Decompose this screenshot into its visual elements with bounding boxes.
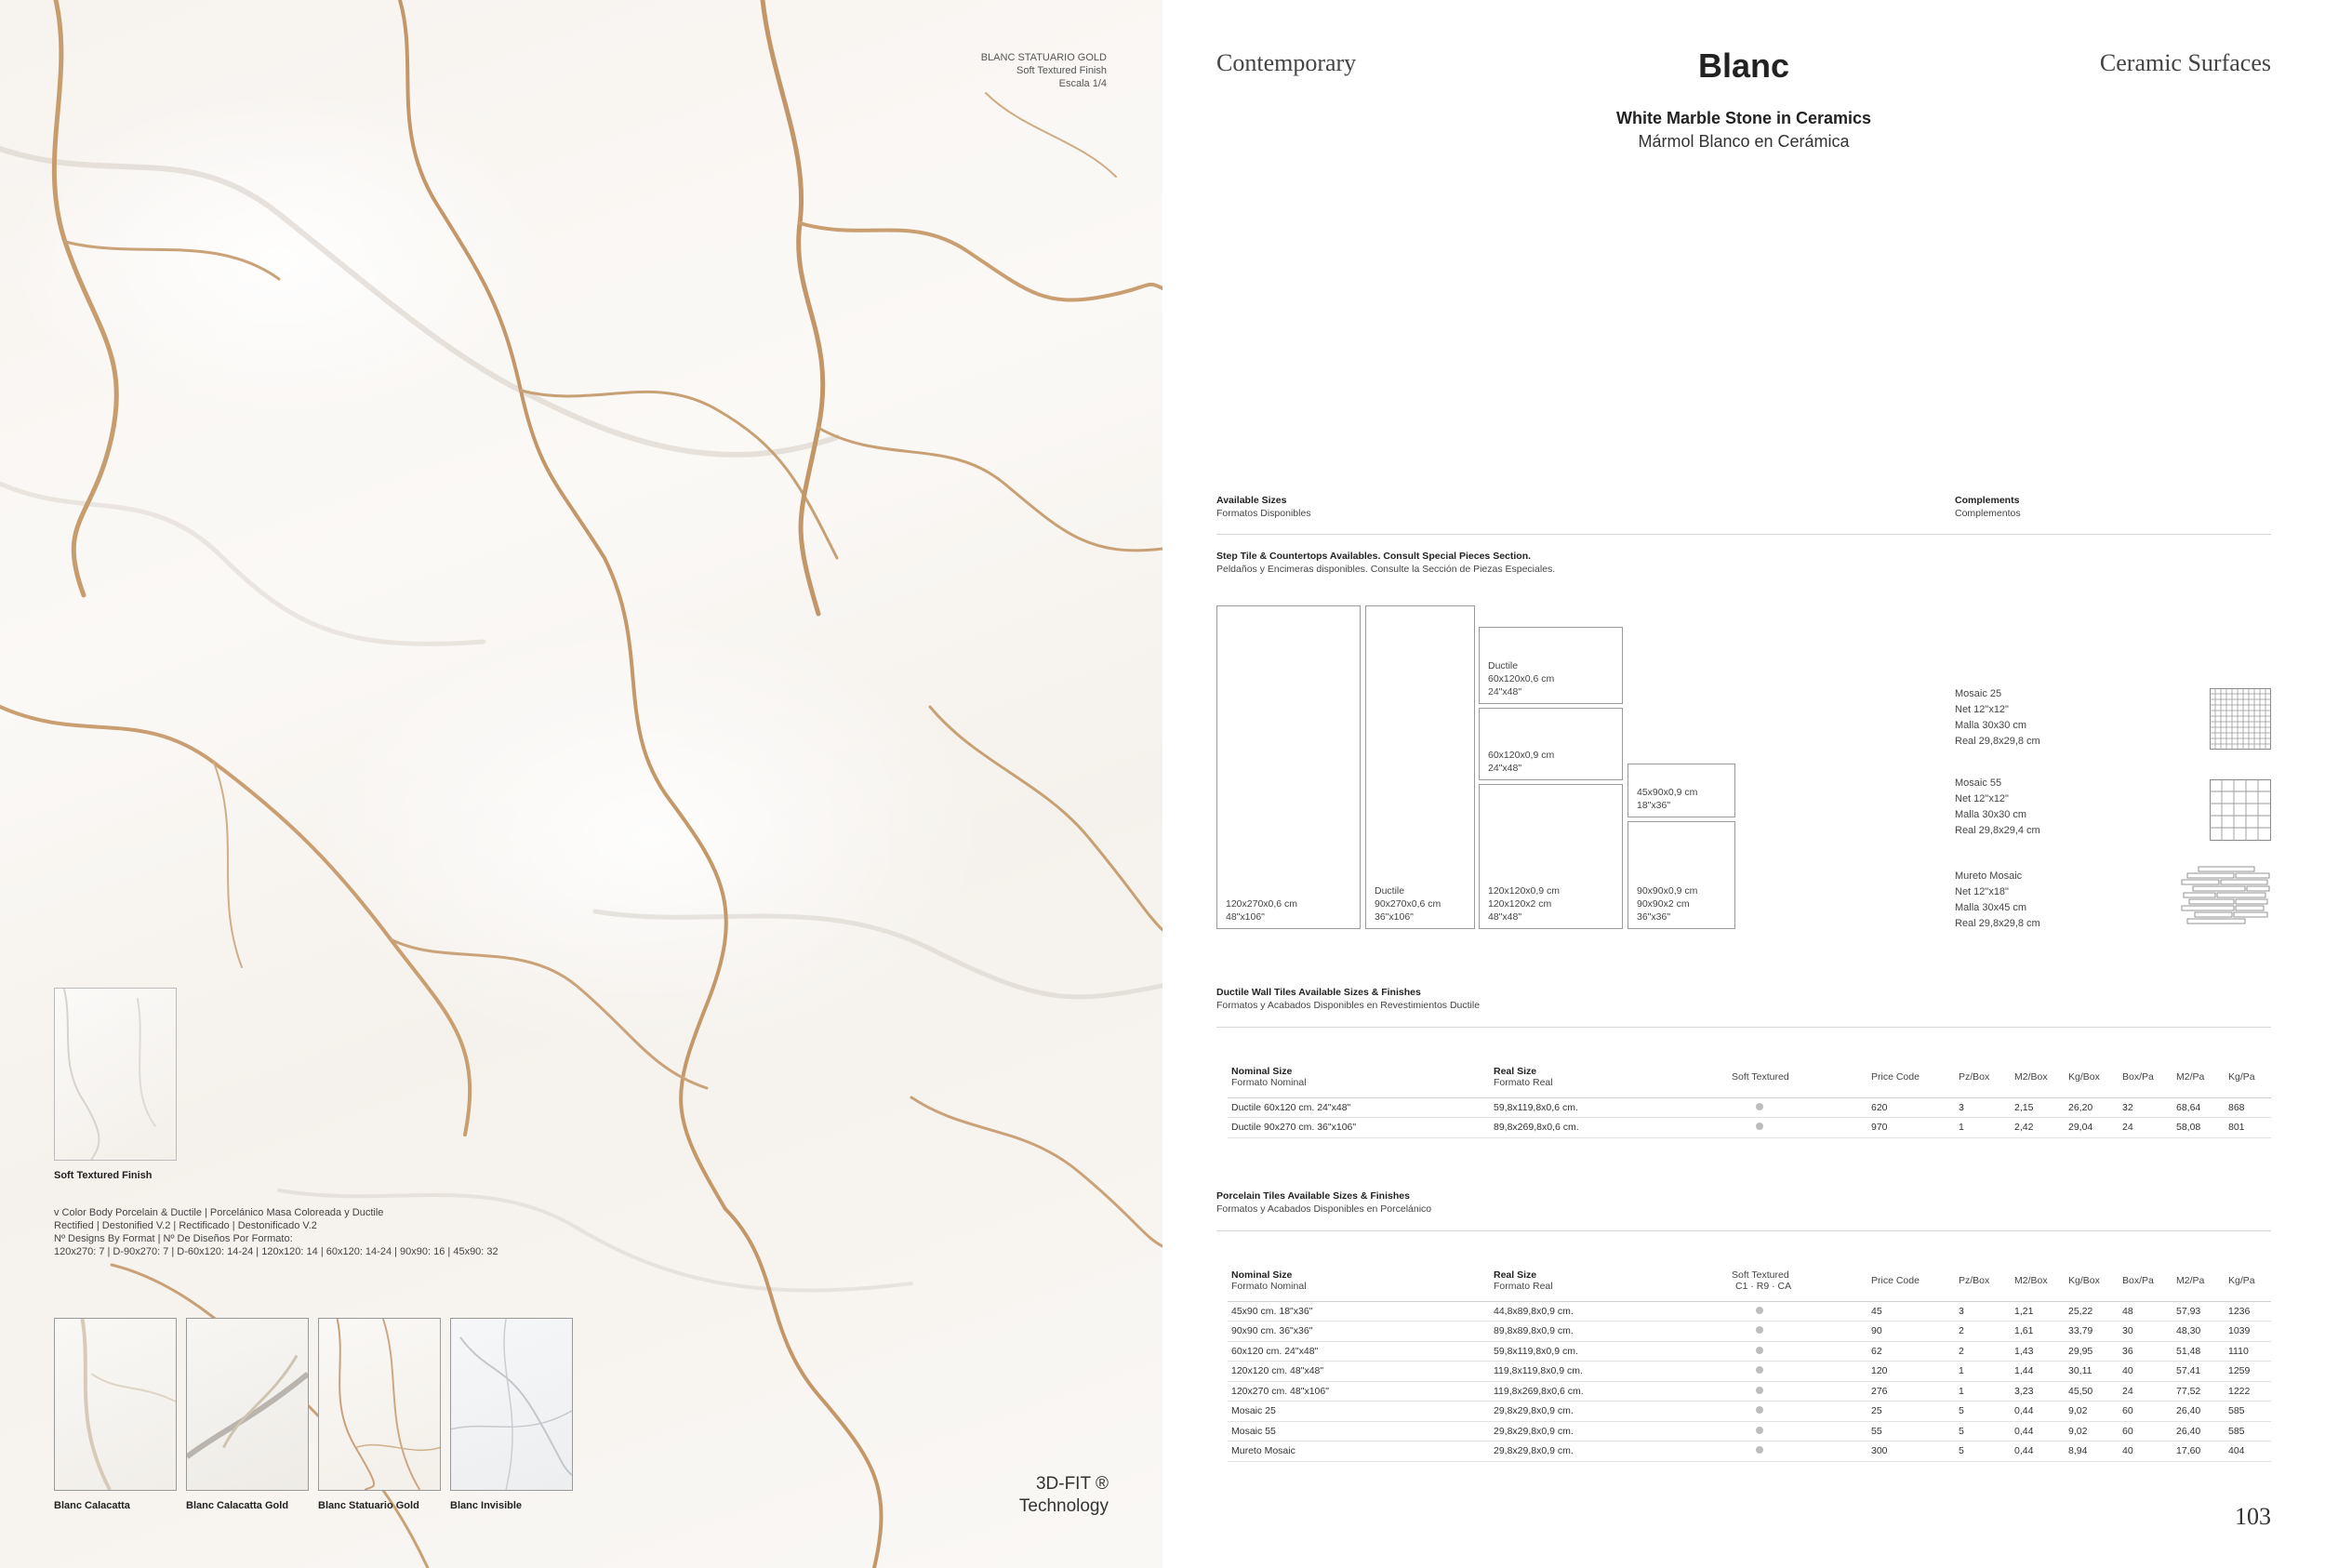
table-row bbox=[1228, 1421, 2271, 1442]
col-box-pa: Box/Pa bbox=[2119, 1056, 2172, 1097]
table-cell: 801 bbox=[2225, 1118, 2271, 1138]
table-cell: 77,52 bbox=[2172, 1381, 2225, 1402]
table-cell: 51,48 bbox=[2172, 1341, 2225, 1362]
table-cell: 1,61 bbox=[2011, 1322, 2065, 1342]
complements-title: Complements bbox=[1955, 495, 2020, 506]
table-cell: 300 bbox=[1867, 1442, 1955, 1462]
table-row bbox=[1228, 1097, 2271, 1118]
table-cell: 29,95 bbox=[2065, 1341, 2119, 1362]
col-pz-box: Pz/Box bbox=[1955, 1056, 2011, 1097]
format-tile-90x90 bbox=[1628, 821, 1735, 929]
table-cell: 1,21 bbox=[2011, 1301, 2065, 1322]
plate-caption-finish: Soft Textured Finish bbox=[1016, 65, 1107, 76]
available-dot-icon bbox=[1756, 1123, 1763, 1130]
finish-availability-cell bbox=[1728, 1421, 1867, 1442]
format-tile-label: 120x120x0,9 cm 120x120x2 cm 48"x48" bbox=[1488, 885, 1561, 923]
table-cell: 89,8x89,8x0,9 cm. bbox=[1490, 1322, 1728, 1342]
table-cell: 68,64 bbox=[2172, 1097, 2225, 1118]
table-cell: 26,20 bbox=[2065, 1097, 2119, 1118]
table-cell: 55 bbox=[1867, 1421, 1955, 1442]
table-cell: 57,93 bbox=[2172, 1301, 2225, 1322]
plate-caption-scale: Escala 1/4 bbox=[1058, 78, 1107, 89]
page-title: Blanc bbox=[1697, 47, 1790, 85]
table-cell: 5 bbox=[1955, 1442, 2011, 1462]
table-cell: 32 bbox=[2119, 1097, 2172, 1118]
table-cell: 1,43 bbox=[2011, 1341, 2065, 1362]
table-cell: 120x120 cm. 48"x48" bbox=[1228, 1362, 1490, 1382]
table-cell: 24 bbox=[2119, 1381, 2172, 1402]
finish-availability-cell bbox=[1728, 1301, 1867, 1322]
subtitle-english: White Marble Stone in Ceramics bbox=[1615, 109, 1872, 127]
col-kg-box: Kg/Box bbox=[2065, 1260, 2119, 1301]
table-cell: 58,08 bbox=[2172, 1118, 2225, 1138]
table-cell: 44,8x89,8x0,9 cm. bbox=[1490, 1301, 1728, 1322]
format-tile-45x90 bbox=[1628, 764, 1735, 817]
table-cell: Mosaic 55 bbox=[1228, 1421, 1490, 1442]
table-cell: 1,44 bbox=[2011, 1362, 2065, 1382]
variant-thumbnail bbox=[54, 1318, 177, 1491]
col-finish: Soft Textured bbox=[1728, 1056, 1867, 1097]
product-line: Ceramic Surfaces bbox=[2099, 49, 2271, 76]
table-cell: 9,02 bbox=[2065, 1421, 2119, 1442]
table-cell: 29,8x29,8x0,9 cm. bbox=[1490, 1442, 1728, 1462]
specification-page bbox=[1162, 0, 2325, 1568]
complement-line: Malla 30x30 cm bbox=[1955, 720, 2027, 731]
table-cell: 26,40 bbox=[2172, 1402, 2225, 1422]
variant-card[interactable] bbox=[186, 1318, 309, 1511]
complement-line: Mureto Mosaic bbox=[1955, 870, 2023, 882]
col-price-code: Price Code bbox=[1867, 1056, 1955, 1097]
table-cell: 1236 bbox=[2225, 1301, 2271, 1322]
table-header-row bbox=[1228, 1056, 2271, 1097]
table-cell: 30 bbox=[2119, 1322, 2172, 1342]
table-cell: 29,04 bbox=[2065, 1118, 2119, 1138]
table-cell: 59,8x119,8x0,9 cm. bbox=[1490, 1341, 1728, 1362]
table-cell: 119,8x269,8x0,6 cm. bbox=[1490, 1381, 1728, 1402]
table-cell: 404 bbox=[2225, 1442, 2271, 1462]
table-cell: 2,42 bbox=[2011, 1118, 2065, 1138]
format-tile-label: 60x120x0,9 cm 24"x48" bbox=[1488, 750, 1555, 774]
finish-availability-cell bbox=[1728, 1381, 1867, 1402]
table-cell: 29,8x29,8x0,9 cm. bbox=[1490, 1402, 1728, 1422]
table-cell: 3 bbox=[1955, 1301, 2011, 1322]
finish-availability-cell bbox=[1728, 1362, 1867, 1382]
table-cell: Mosaic 25 bbox=[1228, 1402, 1490, 1422]
available-dot-icon bbox=[1756, 1446, 1763, 1454]
complements-subtitle: Complementos bbox=[1955, 508, 2021, 519]
variant-gallery bbox=[54, 1318, 573, 1511]
table-row bbox=[1228, 1301, 2271, 1322]
table-cell: 30,11 bbox=[2065, 1362, 2119, 1382]
col-m2-box: M2/Box bbox=[2011, 1260, 2065, 1301]
complement-line: Real 29,8x29,4 cm bbox=[1955, 825, 2040, 836]
format-tile-ductile-60x120 bbox=[1479, 627, 1623, 704]
finish-availability-cell bbox=[1728, 1322, 1867, 1342]
available-dot-icon bbox=[1756, 1307, 1763, 1314]
finish-title: Soft Textured Finish bbox=[54, 1170, 153, 1181]
porcelain-section-title: Porcelain Tiles Available Sizes & Finishes bbox=[1216, 1190, 1410, 1202]
ductile-section-title: Ductile Wall Tiles Available Sizes & Finishes bbox=[1216, 987, 1421, 998]
divider bbox=[1216, 1027, 2271, 1028]
available-dot-icon bbox=[1756, 1103, 1763, 1110]
complements-heading bbox=[1955, 494, 2021, 520]
table-cell: 9,02 bbox=[2065, 1402, 2119, 1422]
technology-badge-name: 3D-FIT ® bbox=[1035, 1474, 1109, 1494]
available-dot-icon bbox=[1756, 1387, 1763, 1394]
format-tile-label: Ductile 60x120x0,6 cm 24"x48" bbox=[1488, 660, 1555, 698]
table-cell: 1039 bbox=[2225, 1322, 2271, 1342]
table-cell: 5 bbox=[1955, 1402, 2011, 1422]
table-cell: Ductile 90x270 cm. 36"x106" bbox=[1228, 1118, 1490, 1138]
table-cell: 2 bbox=[1955, 1322, 2011, 1342]
table-cell: 2 bbox=[1955, 1341, 2011, 1362]
complement-line: Net 12"x18" bbox=[1955, 886, 2009, 897]
table-cell: 48,30 bbox=[2172, 1322, 2225, 1342]
col-kg-pa: Kg/Pa bbox=[2225, 1260, 2271, 1301]
col-m2-box: M2/Box bbox=[2011, 1056, 2065, 1097]
col-m2-pa: M2/Pa bbox=[2172, 1056, 2225, 1097]
format-tile-label: 45x90x0,9 cm 18"x36" bbox=[1637, 787, 1698, 811]
table-cell: 24 bbox=[2119, 1118, 2172, 1138]
table-cell: 48 bbox=[2119, 1301, 2172, 1322]
table-cell: 45x90 cm. 18"x36" bbox=[1228, 1301, 1490, 1322]
table-cell: 90 bbox=[1867, 1322, 1955, 1342]
table-cell: 40 bbox=[2119, 1442, 2172, 1462]
finish-swatch bbox=[54, 988, 177, 1161]
format-tile-120x120 bbox=[1479, 784, 1623, 929]
table-cell: 57,41 bbox=[2172, 1362, 2225, 1382]
variant-card[interactable] bbox=[450, 1318, 573, 1511]
table-cell: 119,8x119,8x0,9 cm. bbox=[1490, 1362, 1728, 1382]
ductile-section-heading bbox=[1216, 986, 1480, 1012]
variant-card[interactable] bbox=[54, 1318, 177, 1511]
table-cell: 5 bbox=[1955, 1421, 2011, 1442]
table-row bbox=[1228, 1322, 2271, 1342]
table-cell: Mureto Mosaic bbox=[1228, 1442, 1490, 1462]
table-cell: 585 bbox=[2225, 1421, 2271, 1442]
step-tile-note bbox=[1216, 550, 1555, 576]
tech-note: Rectified | Destonified V.2 | Rectificado | Destonificado V.2 bbox=[54, 1220, 317, 1231]
finish-availability-cell bbox=[1728, 1341, 1867, 1362]
table-cell: 1110 bbox=[2225, 1341, 2271, 1362]
table-cell: 3 bbox=[1955, 1097, 2011, 1118]
table-row bbox=[1228, 1442, 2271, 1462]
col-m2-pa: M2/Pa bbox=[2172, 1260, 2225, 1301]
table-cell: 29,8x29,8x0,9 cm. bbox=[1490, 1421, 1728, 1442]
porcelain-section-subtitle: Formatos y Acabados Disponibles en Porcelánico bbox=[1216, 1203, 1432, 1215]
available-dot-icon bbox=[1756, 1326, 1763, 1334]
step-tile-subtitle: Peldaños y Encimeras disponibles. Consulte la Sección de Piezas Especiales. bbox=[1216, 564, 1556, 575]
available-sizes-subtitle: Formatos Disponibles bbox=[1216, 508, 1311, 519]
table-cell: 40 bbox=[2119, 1362, 2172, 1382]
available-dot-icon bbox=[1756, 1366, 1763, 1374]
table-cell: 120x270 cm. 48"x106" bbox=[1228, 1381, 1490, 1402]
complement-line: Mosaic 55 bbox=[1955, 777, 2002, 789]
table-cell: 33,79 bbox=[2065, 1322, 2119, 1342]
table-cell: 120 bbox=[1867, 1362, 1955, 1382]
porcelain-section-heading bbox=[1216, 1189, 1431, 1216]
format-tile-ductile-90x270 bbox=[1365, 605, 1475, 929]
format-tile-120x270 bbox=[1216, 605, 1361, 929]
table-cell: 3,23 bbox=[2011, 1381, 2065, 1402]
complement-line: Mosaic 25 bbox=[1955, 688, 2002, 699]
table-cell: 0,44 bbox=[2011, 1402, 2065, 1422]
complement-mosaic-25 bbox=[1955, 686, 2040, 750]
table-cell: 17,60 bbox=[2172, 1442, 2225, 1462]
table-cell: 1 bbox=[1955, 1118, 2011, 1138]
col-price-code: Price Code bbox=[1867, 1260, 1955, 1301]
subtitle-spanish: Mármol Blanco en Cerámica bbox=[1638, 132, 1850, 151]
table-cell: 8,94 bbox=[2065, 1442, 2119, 1462]
table-cell: 1259 bbox=[2225, 1362, 2271, 1382]
complement-line: Malla 30x45 cm bbox=[1955, 902, 2027, 913]
finish-availability-cell bbox=[1728, 1118, 1867, 1138]
table-row bbox=[1228, 1381, 2271, 1402]
technology-badge bbox=[1019, 1473, 1109, 1518]
available-dot-icon bbox=[1756, 1427, 1763, 1434]
variant-name: Blanc Statuario Gold bbox=[318, 1500, 419, 1511]
table-row bbox=[1228, 1341, 2271, 1362]
complement-line: Real 29,8x29,8 cm bbox=[1955, 736, 2040, 747]
finish-availability-cell bbox=[1728, 1442, 1867, 1462]
complement-mureto-mosaic bbox=[1955, 869, 2040, 932]
divider bbox=[1955, 534, 2271, 535]
table-cell: 1 bbox=[1955, 1381, 2011, 1402]
table-cell: 62 bbox=[1867, 1341, 1955, 1362]
plate-caption bbox=[981, 51, 1107, 90]
table-cell: 0,44 bbox=[2011, 1421, 2065, 1442]
complement-line: Net 12"x12" bbox=[1955, 704, 2009, 715]
variant-thumbnail bbox=[318, 1318, 441, 1491]
table-row bbox=[1228, 1118, 2271, 1138]
table-cell: 0,44 bbox=[2011, 1442, 2065, 1462]
ductile-section-subtitle: Formatos y Acabados Disponibles en Revestimientos Ductile bbox=[1216, 1000, 1481, 1011]
available-sizes-title: Available Sizes bbox=[1216, 495, 1287, 506]
col-finish: Soft Textured C1 · R9 · CA bbox=[1728, 1260, 1867, 1301]
table-cell: 90x90 cm. 36"x36" bbox=[1228, 1322, 1490, 1342]
variant-thumbnail bbox=[186, 1318, 309, 1491]
collection-category: Contemporary bbox=[1216, 49, 1357, 76]
page-number: 103 bbox=[2235, 1503, 2271, 1530]
variant-name: Blanc Invisible bbox=[450, 1500, 523, 1511]
ductile-specs-table bbox=[1228, 1056, 2271, 1138]
table-cell: 620 bbox=[1867, 1097, 1955, 1118]
table-cell: 25 bbox=[1867, 1402, 1955, 1422]
porcelain-specs-table bbox=[1228, 1260, 2271, 1462]
table-header-row bbox=[1228, 1260, 2271, 1301]
tech-note: v Color Body Porcelain & Ductile | Porcelánico Masa Coloreada y Ductile bbox=[54, 1207, 384, 1218]
table-cell: 868 bbox=[2225, 1097, 2271, 1118]
table-cell: 60 bbox=[2119, 1421, 2172, 1442]
table-cell: 2,15 bbox=[2011, 1097, 2065, 1118]
step-tile-title: Step Tile & Countertops Availables. Consult Special Pieces Section. bbox=[1216, 551, 1532, 562]
table-cell: Ductile 60x120 cm. 24"x48" bbox=[1228, 1097, 1490, 1118]
col-nominal-size: Nominal Size Formato Nominal bbox=[1228, 1260, 1490, 1301]
format-tile-label: 120x270x0,6 cm 48"x106" bbox=[1226, 898, 1298, 923]
tech-note: 120x270: 7 | D-90x270: 7 | D-60x120: 14-24 | 120x120: 14 | 60x120: 14-24 | 90x90: 16 | 45x90: 32 bbox=[54, 1246, 498, 1257]
table-cell: 59,8x119,8x0,6 cm. bbox=[1490, 1097, 1728, 1118]
format-tile-60x120 bbox=[1479, 708, 1623, 780]
table-cell: 26,40 bbox=[2172, 1421, 2225, 1442]
marble-plate-page bbox=[0, 0, 1162, 1568]
table-cell: 585 bbox=[2225, 1402, 2271, 1422]
mureto-mosaic-icon bbox=[2180, 865, 2271, 930]
variant-card[interactable] bbox=[318, 1318, 441, 1511]
table-cell: 276 bbox=[1867, 1381, 1955, 1402]
technical-notes bbox=[54, 1206, 575, 1258]
available-sizes-heading bbox=[1216, 494, 1311, 520]
col-kg-pa: Kg/Pa bbox=[2225, 1056, 2271, 1097]
table-cell: 970 bbox=[1867, 1118, 1955, 1138]
mosaic-55-icon bbox=[2210, 779, 2271, 841]
complement-line: Malla 30x30 cm bbox=[1955, 809, 2027, 820]
table-cell: 60 bbox=[2119, 1402, 2172, 1422]
col-box-pa: Box/Pa bbox=[2119, 1260, 2172, 1301]
table-cell: 25,22 bbox=[2065, 1301, 2119, 1322]
col-kg-box: Kg/Box bbox=[2065, 1056, 2119, 1097]
format-tile-label: 90x90x0,9 cm 90x90x2 cm 36"x36" bbox=[1637, 885, 1698, 923]
tech-note: Nº Designs By Format | Nº De Diseños Por Formato: bbox=[54, 1233, 293, 1244]
divider bbox=[1216, 1230, 2271, 1231]
plate-caption-name: BLANC STATUARIO GOLD bbox=[980, 52, 1107, 63]
finish-availability-cell bbox=[1728, 1097, 1867, 1118]
complement-mosaic-55 bbox=[1955, 776, 2040, 839]
divider bbox=[1216, 534, 1972, 535]
available-dot-icon bbox=[1756, 1406, 1763, 1414]
col-real-size: Real Size Formato Real bbox=[1490, 1056, 1728, 1097]
table-cell: 1222 bbox=[2225, 1381, 2271, 1402]
table-cell: 1 bbox=[1955, 1362, 2011, 1382]
complement-line: Real 29,8x29,8 cm bbox=[1955, 918, 2040, 929]
table-row bbox=[1228, 1362, 2271, 1382]
technology-badge-label: Technology bbox=[1018, 1496, 1109, 1516]
variant-name: Blanc Calacatta bbox=[54, 1500, 130, 1511]
complement-line: Net 12"x12" bbox=[1955, 793, 2009, 804]
finish-availability-cell bbox=[1728, 1402, 1867, 1422]
available-dot-icon bbox=[1756, 1347, 1763, 1354]
variant-thumbnail bbox=[450, 1318, 573, 1491]
table-cell: 89,8x269,8x0,6 cm. bbox=[1490, 1118, 1728, 1138]
col-real-size: Real Size Formato Real bbox=[1490, 1260, 1728, 1301]
variant-name: Blanc Calacatta Gold bbox=[186, 1500, 289, 1511]
table-cell: 45,50 bbox=[2065, 1381, 2119, 1402]
table-cell: 36 bbox=[2119, 1341, 2172, 1362]
table-cell: 45 bbox=[1867, 1301, 1955, 1322]
mosaic-25-icon bbox=[2210, 688, 2271, 750]
table-cell: 60x120 cm. 24"x48" bbox=[1228, 1341, 1490, 1362]
col-nominal-size: Nominal Size Formato Nominal bbox=[1228, 1056, 1490, 1097]
col-pz-box: Pz/Box bbox=[1955, 1260, 2011, 1301]
format-tile-label: Ductile 90x270x0,6 cm 36"x106" bbox=[1375, 885, 1442, 923]
table-row bbox=[1228, 1402, 2271, 1422]
